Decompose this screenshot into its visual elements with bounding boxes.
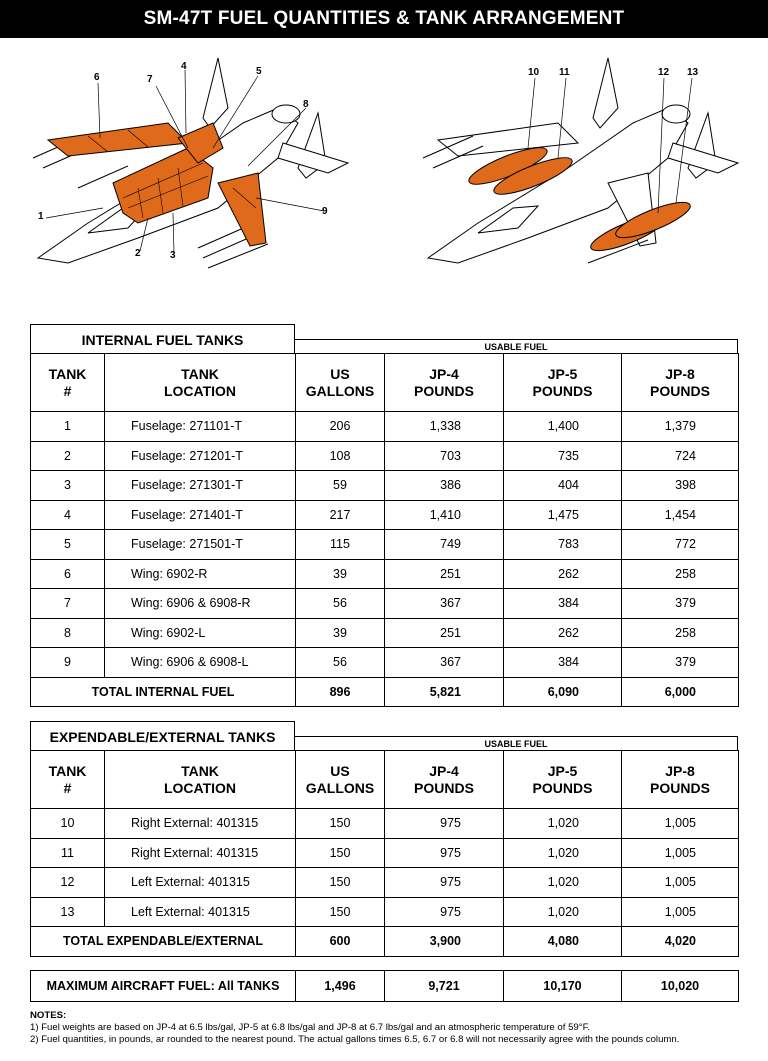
total-cell: 5,821 [385,677,504,707]
table-cell: 975 [385,838,504,868]
external-total-row [31,927,739,957]
table-cell: 56 [296,589,385,619]
external-column-header: JP-5 POUNDS [504,751,622,809]
table-cell: 384 [504,648,622,678]
callout-5: 5 [256,66,262,77]
internal-total-row [31,677,739,707]
table-cell: 1,020 [504,897,622,927]
table-cell: 398 [622,471,739,501]
callout-13: 13 [687,67,699,78]
internal-tanks-illustration [28,48,358,283]
table-row [31,559,739,589]
table-cell: 206 [296,412,385,442]
internal-heading: INTERNAL FUEL TANKS [30,324,295,354]
internal-total-label: TOTAL INTERNAL FUEL [31,677,296,707]
external-column-header: JP-4 POUNDS [385,751,504,809]
table-cell: 39 [296,559,385,589]
table-cell: 39 [296,618,385,648]
table-cell: 749 [385,530,504,560]
notes-heading: NOTES: [30,1010,67,1021]
callout-11: 11 [559,67,570,78]
table-cell: 251 [385,618,504,648]
table-cell: Left External: 401315 [105,868,296,898]
table-cell: 1,379 [622,412,739,442]
table-cell: Fuselage: 271501-T [105,530,296,560]
callout-10: 10 [528,67,540,78]
maximum-jp4: 9,721 [385,971,504,1002]
callout-4: 4 [181,61,187,72]
table-cell: 1,020 [504,809,622,839]
internal-column-header: JP-8 POUNDS [622,354,739,412]
table-row [31,618,739,648]
table-cell: 1,005 [622,838,739,868]
internal-column-header: JP-5 POUNDS [504,354,622,412]
callout-7: 7 [147,74,153,85]
table-cell: 783 [504,530,622,560]
internal-column-header: JP-4 POUNDS [385,354,504,412]
table-cell: 108 [296,441,385,471]
table-row [31,441,739,471]
internal-column-header: US GALLONS [296,354,385,412]
table-cell: 56 [296,648,385,678]
table-cell: 1,454 [622,500,739,530]
external-tanks-illustration [418,48,748,283]
callout-2: 2 [135,248,141,259]
table-cell: 772 [622,530,739,560]
table-cell: 724 [622,441,739,471]
table-cell: 115 [296,530,385,560]
table-cell: 150 [296,809,385,839]
table-cell: 1,005 [622,868,739,898]
table-cell: Fuselage: 271101-T [105,412,296,442]
table-cell: 150 [296,897,385,927]
internal-column-header: TANK LOCATION [105,354,296,412]
table-cell: 5 [31,530,105,560]
external-column-header: TANK LOCATION [105,751,296,809]
table-cell: 1,005 [622,897,739,927]
table-cell: 367 [385,589,504,619]
callout-9: 9 [322,206,328,217]
table-cell: Wing: 6902-L [105,618,296,648]
table-cell: 404 [504,471,622,501]
table-cell: 975 [385,809,504,839]
external-header-row [31,751,739,809]
table-cell: 7 [31,589,105,619]
table-row [31,500,739,530]
table-cell: 1,020 [504,868,622,898]
table-cell: 150 [296,868,385,898]
maximum-fuel-row [31,971,739,1002]
table-cell: 2 [31,441,105,471]
table-cell: 13 [31,897,105,927]
table-row [31,589,739,619]
table-cell: 6 [31,559,105,589]
external-usable-label: USABLE FUEL [294,736,738,751]
maximum-jp5: 10,170 [504,971,622,1002]
note-2: 2) Fuel quantities, in pounds, ar rounded to the nearest pound. The actual gallons times 6.5, 6.7 or 6.8 will not necessarily agree with the pounds column. [30,1034,680,1045]
external-total-label: TOTAL EXPENDABLE/EXTERNAL [31,927,296,957]
table-row [31,530,739,560]
total-cell: 896 [296,677,385,707]
callout-12: 12 [658,67,670,78]
table-cell: 1,020 [504,838,622,868]
internal-header-row [31,354,739,412]
total-cell: 6,000 [622,677,739,707]
aircraft-external-drawing [418,48,748,283]
table-cell: Wing: 6906 & 6908-L [105,648,296,678]
table-row [31,868,739,898]
table-row [31,838,739,868]
table-cell: 12 [31,868,105,898]
notes [30,1010,750,1046]
maximum-fuel-table [30,970,739,1002]
table-cell: Right External: 401315 [105,809,296,839]
table-cell: 1,005 [622,809,739,839]
aircraft-internal-drawing [28,48,358,283]
table-cell: 258 [622,618,739,648]
table-cell: 367 [385,648,504,678]
callout-1: 1 [38,211,44,222]
table-cell: 379 [622,648,739,678]
internal-fuel-table [30,353,739,707]
table-row [31,412,739,442]
table-cell: 59 [296,471,385,501]
table-cell: 1 [31,412,105,442]
table-cell: 9 [31,648,105,678]
table-cell: 4 [31,500,105,530]
table-cell: 1,400 [504,412,622,442]
table-cell: 251 [385,559,504,589]
table-cell: 1,410 [385,500,504,530]
table-cell: Fuselage: 271201-T [105,441,296,471]
table-row [31,809,739,839]
total-cell: 4,020 [622,927,739,957]
maximum-jp8: 10,020 [622,971,739,1002]
table-cell: 975 [385,868,504,898]
table-cell: 262 [504,559,622,589]
table-cell: Fuselage: 271401-T [105,500,296,530]
table-cell: 735 [504,441,622,471]
table-cell: 1,338 [385,412,504,442]
table-row [31,471,739,501]
note-1: 1) Fuel weights are based on JP-4 at 6.5 lbs/gal, JP-5 at 6.8 lbs/gal and JP-8 at 6.7 lbs/gal and an atmospheric temperature of 59°F. [30,1022,591,1033]
total-cell: 3,900 [385,927,504,957]
table-cell: 3 [31,471,105,501]
table-cell: 10 [31,809,105,839]
table-cell: 8 [31,618,105,648]
internal-usable-label: USABLE FUEL [294,339,738,354]
total-cell: 4,080 [504,927,622,957]
total-cell: 6,090 [504,677,622,707]
page-title: SM-47T FUEL QUANTITIES & TANK ARRANGEMENT [0,0,768,38]
table-row [31,897,739,927]
table-cell: 262 [504,618,622,648]
callout-6: 6 [94,72,100,83]
table-cell: 384 [504,589,622,619]
table-cell: 975 [385,897,504,927]
table-cell: 703 [385,441,504,471]
table-cell: Wing: 6902-R [105,559,296,589]
internal-column-header: TANK # [31,354,105,412]
callout-8: 8 [303,99,309,110]
table-cell: Wing: 6906 & 6908-R [105,589,296,619]
table-cell: Right External: 401315 [105,838,296,868]
table-cell: 150 [296,838,385,868]
table-row [31,648,739,678]
table-cell: 11 [31,838,105,868]
external-column-header: TANK # [31,751,105,809]
external-heading: EXPENDABLE/EXTERNAL TANKS [30,721,295,751]
callout-3: 3 [170,250,176,261]
maximum-gallons: 1,496 [296,971,385,1002]
table-cell: 1,475 [504,500,622,530]
table-cell: 386 [385,471,504,501]
maximum-label: MAXIMUM AIRCRAFT FUEL: All TANKS [31,971,296,1002]
external-column-header: US GALLONS [296,751,385,809]
table-cell: 217 [296,500,385,530]
table-cell: 258 [622,559,739,589]
table-cell: 379 [622,589,739,619]
total-cell: 600 [296,927,385,957]
external-fuel-table [30,750,739,957]
external-column-header: JP-8 POUNDS [622,751,739,809]
table-cell: Fuselage: 271301-T [105,471,296,501]
table-cell: Left External: 401315 [105,897,296,927]
